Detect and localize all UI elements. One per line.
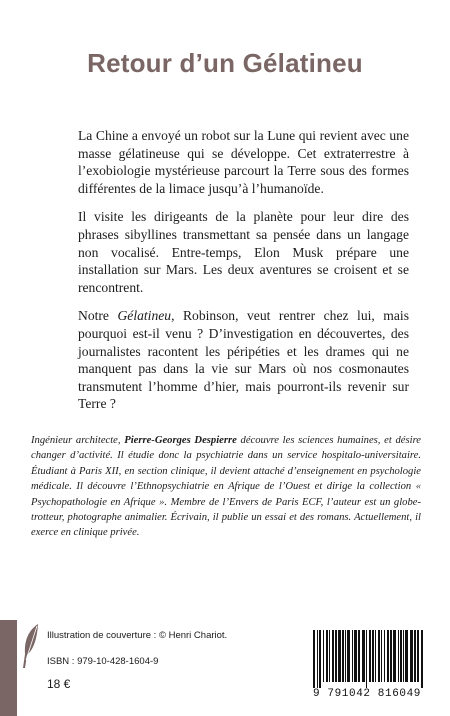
barcode-bar [381,630,382,682]
barcode-bar [319,630,321,688]
barcode-bar [398,630,399,682]
barcode-bar [347,630,350,682]
author-bio-prefix: Ingénieur architecte, [31,435,125,446]
author-biography [31,433,421,541]
barcode-bar [362,630,365,682]
isbn-text: ISBN : 979-10-428-1604-9 [47,656,159,667]
barcode-bar [342,630,344,682]
barcode-bar [329,630,330,682]
author-name: Pierre-Georges Despierre [124,435,237,446]
blurb-paragraph-3-prefix: Notre [78,308,118,324]
barcode-bar [317,630,318,688]
barcode-bar [352,630,353,682]
barcode-bar [378,630,380,682]
barcode-bar [323,630,324,682]
barcode-bar [414,630,416,682]
barcode-bar [393,630,396,682]
barcode-bar [375,630,376,682]
book-title: Retour d’un Gélatineu [87,48,363,78]
price-text: 18 € [47,677,71,691]
barcode-bar [390,630,392,682]
barcode-bar [354,630,357,682]
blurb-paragraph-2: Il visite les dirigeants de la planète pour leur dire des phrases sibyllines transmettant sa pensée dans un langage non vocalisé. Entre-temps, Elon Musk prépare une installation sur Mars. Les deux aventures se croisent et se rencontrent. [78,209,409,295]
barcode-bar [387,630,389,682]
barcode-bar [345,630,346,682]
author-bio-rest: découvre les sciences humaines, et désire changer d’activité. Il étudie donc la psychiatrie dans un service hospitalo-universitaire. Étudiant à Paris XII, en section clinique, il devient attaché d’enseignement en psychologie médicale. Il découvre l’Ethnopsychiatrie en Afrique de l’Ouest et dirige la collection « Psychopathologie en Afrique ». Membre de l’Envers de Paris ECF, l’auteur est un globe-trotteur, photographe animalier. Écrivain, il publie un essai et des romans. Actuellement, il exerce en clinique privée. [31,435,422,539]
barcode-bar [332,630,334,682]
barcode-bar [372,630,374,682]
cover-illustration-credit: Illustration de couverture : © Henri Chariot. [47,630,228,641]
barcode-bar [405,630,408,682]
barcode-bar [358,630,360,682]
accent-sidebar [0,620,17,716]
barcode-bar [313,630,315,688]
barcode-bar [400,630,402,682]
barcode-bar [417,630,419,682]
blurb-paragraph-3-rest: , Robinson, veut rentrer chez lui, mais pourquoi est-il venu ? D’investigation en découvertes, des journalistes racontent les péripéties et les drames qui ne manquent pas dans la vie sur Mars où nos cosmonautes transmutent l’homme d’hier, mais pourront-ils revenir sur Terre ? [78,308,409,412]
barcode-bar [326,630,328,682]
barcode-bar [366,630,367,688]
feather-quill-icon [20,622,42,670]
barcode-bars [303,628,431,690]
barcode-bar [403,630,404,682]
barcode-bar [338,630,341,682]
blurb-paragraph-1: La Chine a envoyé un robot sur la Lune qui revient avec une masse gélatineuse qui se développe. Cet extraterrestre à l’exobiologie mystérieuse parcourt la Terre sous des formes différentes de la limace jusqu’à l’humanoïde. [78,128,409,196]
back-cover-blurb [78,127,409,413]
barcode-digits: 9 791042 816049 [312,688,422,700]
barcode-bar [335,630,337,682]
barcode-bar [384,630,385,682]
barcode-bar [410,630,413,682]
blurb-paragraph-3-italic: Gélatineu [117,308,172,324]
isbn-barcode [303,628,431,702]
barcode-bar [369,630,371,682]
blurb-paragraph-3 [78,307,409,413]
barcode-bar [421,630,423,688]
